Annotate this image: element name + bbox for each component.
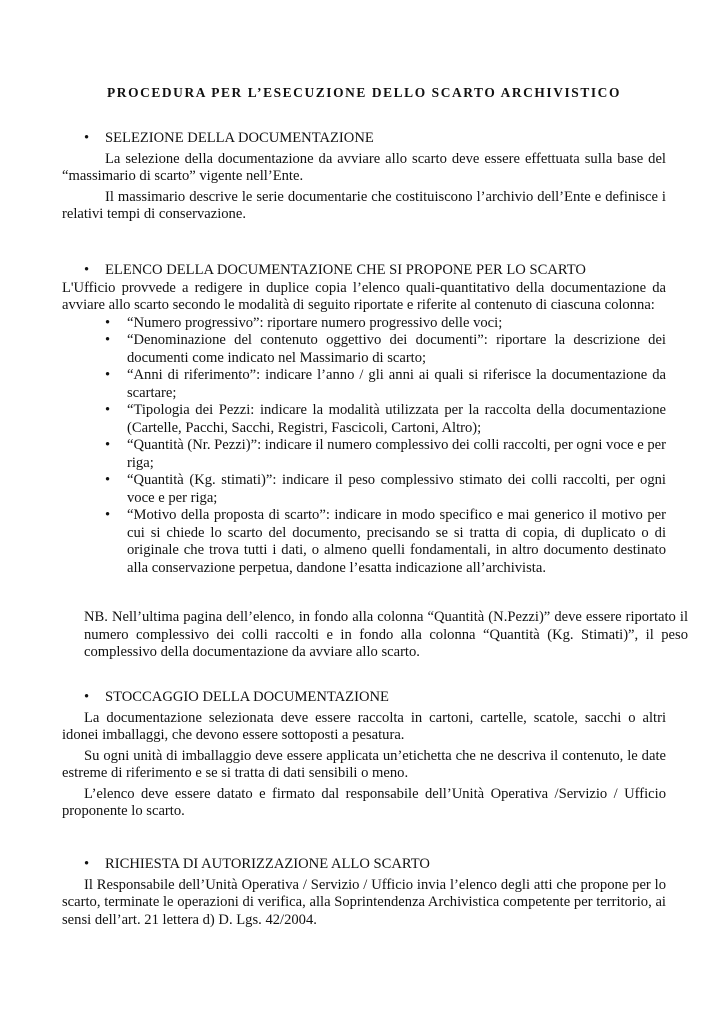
list-item: • “Quantità (Nr. Pezzi)”: indicare il numero complessivo dei colli raccolti, per ogni voce e per riga; bbox=[105, 437, 666, 471]
list-item: • “Numero progressivo”: riportare numero progressivo delle voci; bbox=[105, 314, 503, 331]
bullet-icon: • bbox=[105, 472, 111, 488]
bullet-icon: • bbox=[84, 262, 90, 278]
list-item: • “Denominazione del contenuto oggettivo dei documenti”: riportare la descrizione dei documenti come indicato nel Massimario di scarto; bbox=[105, 332, 666, 366]
section-heading: • STOCCAGGIO DELLA DOCUMENTAZIONE bbox=[84, 689, 389, 705]
section-heading: • ELENCO DELLA DOCUMENTAZIONE CHE SI PROPONE PER LO SCARTO bbox=[84, 262, 586, 278]
column-list bbox=[62, 315, 666, 578]
paragraph: Il Responsabile dell’Unità Operativa / Servizio / Ufficio invia l’elenco degli atti che propone per lo scarto, terminate le operazioni di verifica, alla Soprintendenza Archivistica competente per territorio, ai sensi dell’art. 21 lettera d) D. Lgs. 42/2004. bbox=[62, 876, 666, 928]
note-nb bbox=[62, 609, 688, 662]
bullet-icon: • bbox=[84, 689, 90, 705]
bullet-icon: • bbox=[84, 130, 90, 146]
paragraph: L’elenco deve essere datato e firmato dal responsabile dell’Unità Operativa /Servizio / Ufficio proponente lo scarto. bbox=[62, 785, 666, 819]
paragraph: La documentazione selezionata deve essere raccolta in cartoni, cartelle, scatole, sacchi o altri idonei imballaggi, che devono essere sottoposti a pesatura. bbox=[62, 709, 666, 743]
bullet-icon: • bbox=[105, 437, 111, 453]
paragraph: L'Ufficio provvede a redigere in duplice copia l’elenco quali-quantitativo della documentazione da avviare allo scarto secondo le modalità di seguito riportate e riferite al contenuto di ciascuna colonna: bbox=[62, 279, 666, 313]
note-paragraph: NB. Nell’ultima pagina dell’elenco, in fondo alla colonna “Quantità (N.Pezzi)” deve essere riportato il numero complessivo dei colli raccolti e in fondo alla colonna “Quantità (Kg. Stimati)”, il peso complessivo della documentazione da avviare allo scarto. bbox=[84, 609, 688, 660]
paragraph: Su ogni unità di imballaggio deve essere applicata un’etichetta che ne descriva il contenuto, le date estreme di riferimento e se si tratta di dati sensibili o meno. bbox=[62, 747, 666, 781]
paragraph: Il massimario descrive le serie documentarie che costituiscono l’archivio dell’Ente e definisce i relativi tempi di conservazione. bbox=[62, 188, 666, 222]
section-heading: • RICHIESTA DI AUTORIZZAZIONE ALLO SCARTO bbox=[84, 856, 430, 872]
list-item: • “Motivo della proposta di scarto”: indicare in modo specifico e mai generico il motivo per cui si chiede lo scarto del documento, precisando se si tratta di copia, di duplicato o di originale che trova tutti i dati, o almeno quelli fondamentali, in altro documento destinato alla conservazione perpetua, dandone l’esatta indicazione all’archivista. bbox=[105, 507, 666, 576]
list-item: • “Anni di riferimento”: indicare l’anno / gli anni ai quali si riferisce la documentazione da scartare; bbox=[105, 367, 666, 401]
bullet-icon: • bbox=[105, 367, 111, 383]
bullet-icon: • bbox=[84, 856, 90, 872]
section-richiesta bbox=[62, 856, 666, 929]
list-item: • “Quantità (Kg. stimati)”: indicare il peso complessivo stimato dei colli raccolti, per ogni voce e per riga; bbox=[105, 472, 666, 506]
section-elenco bbox=[62, 262, 666, 577]
section-heading: • SELEZIONE DELLA DOCUMENTAZIONE bbox=[84, 130, 374, 146]
section-selezione bbox=[62, 130, 666, 224]
bullet-icon: • bbox=[105, 314, 111, 331]
bullet-icon: • bbox=[105, 507, 111, 523]
section-stoccaggio bbox=[62, 689, 666, 821]
list-item: • “Tipologia dei Pezzi: indicare la modalità utilizzata per la raccolta della documentazione (Cartelle, Pacchi, Sacchi, Registri, Fascicoli, Cartoni, Altro); bbox=[105, 402, 666, 436]
bullet-icon: • bbox=[105, 332, 111, 348]
paragraph: La selezione della documentazione da avviare allo scarto deve essere effettuata sulla base del “massimario di scarto” vigente nell’Ente. bbox=[62, 150, 666, 184]
bullet-icon: • bbox=[105, 402, 111, 418]
document-title: PROCEDURA PER L’ESECUZIONE DELLO SCARTO ARCHIVISTICO bbox=[107, 85, 621, 100]
